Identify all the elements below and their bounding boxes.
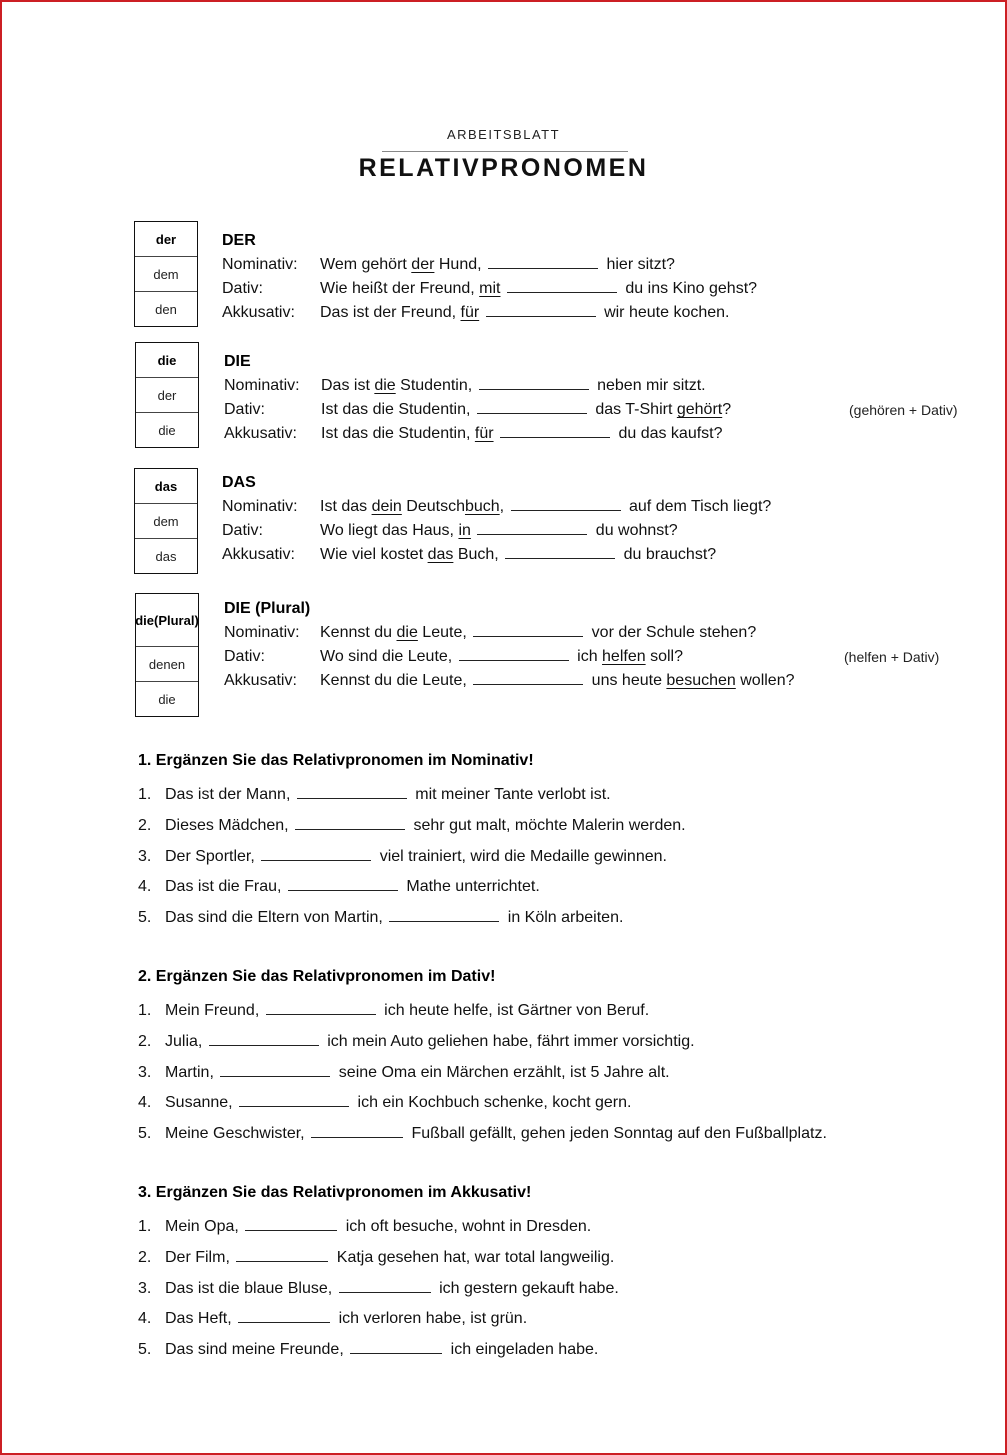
worksheet-title: RELATIVPRONOMEN — [358, 154, 649, 182]
item-number: 5. — [138, 1341, 152, 1359]
pronoun-box-cell: dem — [135, 256, 197, 291]
example-sentence — [320, 645, 940, 669]
sentence-text — [479, 304, 483, 321]
answer-blank[interactable] — [473, 621, 583, 637]
answer-blank[interactable] — [500, 422, 610, 438]
underlined-word: mit — [479, 280, 501, 297]
pronoun-block-der — [222, 229, 758, 325]
sentence-text: Der Film, — [165, 1248, 235, 1266]
worksheet-kicker: ARBEITSBLATT — [446, 127, 561, 142]
case-row — [224, 645, 940, 669]
pronoun-box-cell-text: die — [135, 612, 154, 628]
answer-blank[interactable] — [236, 1246, 328, 1262]
answer-blank[interactable] — [477, 398, 587, 414]
exercise-item — [138, 1246, 614, 1267]
sentence-text: in Köln arbeiten. — [503, 909, 624, 927]
exercise-heading: 2. Ergänzen Sie das Relativpronomen im Dativ! — [138, 968, 496, 985]
sentence-text: ich heute helfe, ist Gärtner von Beruf. — [379, 1002, 650, 1019]
answer-blank[interactable] — [488, 253, 598, 269]
sentence-text: Ist das — [320, 498, 372, 515]
item-number: 2. — [138, 1032, 152, 1050]
sentence-text: uns heute — [587, 672, 667, 689]
underlined-word: für — [460, 304, 480, 321]
case-label: Nominativ: — [222, 256, 298, 273]
pronoun-box-cell: die — [136, 412, 198, 447]
exercise-heading: 3. Ergänzen Sie das Relativpronomen im Akkusativ! — [138, 1184, 532, 1201]
sentence-text: Ist das die Studentin, — [321, 401, 475, 418]
exercise-item — [138, 1061, 670, 1082]
pronoun-box-cell: denen — [136, 646, 198, 681]
case-label: Akkusativ: — [224, 425, 297, 442]
sentence-text: das T-Shirt — [590, 401, 677, 418]
pronoun-block-die — [224, 350, 958, 446]
pronoun-box-cell: das — [154, 478, 178, 494]
answer-blank[interactable] — [477, 519, 587, 535]
underlined-word: die — [374, 377, 396, 394]
exercise-item — [138, 783, 611, 804]
pronoun-box-der — [134, 221, 198, 327]
sentence-text: Kennst du die Leute, — [320, 672, 472, 689]
pronoun-box-cell: den — [135, 291, 197, 326]
sentence-text — [501, 280, 505, 297]
case-row — [224, 669, 795, 693]
sentence-text: wollen? — [735, 672, 795, 689]
case-label: Nominativ: — [222, 498, 298, 515]
answer-blank[interactable] — [295, 814, 405, 830]
sentence-text: mit meiner Tante verlobt ist. — [410, 786, 611, 803]
answer-blank[interactable] — [479, 374, 589, 390]
answer-blank[interactable] — [266, 999, 376, 1015]
answer-blank[interactable] — [245, 1215, 337, 1231]
case-row — [222, 519, 678, 543]
item-number: 4. — [138, 878, 152, 896]
example-sentence — [321, 398, 958, 422]
example-sentence — [320, 543, 716, 567]
sentence-text: auf dem Tisch liegt? — [624, 498, 772, 515]
sentence-text: soll? — [645, 648, 683, 665]
exercise-item — [138, 906, 623, 927]
exercise-item — [138, 845, 667, 866]
item-number: 4. — [138, 1094, 152, 1112]
pronoun-box-cell: dem — [135, 503, 197, 538]
sentence-text: Mein Freund, — [165, 1002, 264, 1019]
sentence-text: du ins Kino gehst? — [620, 280, 758, 297]
answer-blank[interactable] — [311, 1122, 403, 1138]
underlined-word: besuchen — [666, 672, 736, 689]
case-row — [222, 495, 772, 519]
sentence-text: Fußball gefällt, gehen jeden Sonntag auf den Fußballplatz. — [407, 1125, 827, 1143]
case-row — [224, 398, 958, 422]
example-sentence — [320, 253, 675, 277]
exercise-item — [138, 1122, 827, 1143]
case-label: Akkusativ: — [222, 546, 295, 563]
underlined-word: das — [427, 546, 454, 563]
answer-blank[interactable] — [459, 645, 569, 661]
sentence-text: Das ist die blaue Bluse, — [165, 1279, 337, 1297]
underlined-word: für — [474, 425, 494, 442]
answer-blank[interactable] — [297, 783, 407, 799]
sentence-text: du wohnst? — [591, 522, 678, 539]
example-sentence — [320, 301, 729, 325]
answer-blank[interactable] — [288, 875, 398, 891]
sentence-text: Wie viel kostet — [320, 546, 428, 563]
sentence-text: Das ist der Mann, — [165, 786, 295, 803]
case-label: Dativ: — [222, 522, 263, 539]
pronoun-box-das — [134, 468, 198, 574]
sentence-text: seine Oma ein Märchen erzählt, ist 5 Jahre alt. — [334, 1063, 670, 1081]
case-row — [222, 253, 675, 277]
answer-blank[interactable] — [209, 1030, 319, 1046]
case-label: Nominativ: — [224, 377, 300, 394]
block-heading: DAS — [222, 474, 256, 491]
sentence-text: Das sind die Eltern von Martin, — [165, 909, 388, 927]
pronoun-box-cell: der — [155, 231, 177, 247]
example-sentence — [320, 669, 795, 693]
pronoun-box-cell: die — [136, 681, 198, 716]
answer-blank[interactable] — [505, 543, 615, 559]
example-sentence — [321, 374, 706, 398]
case-label: Akkusativ: — [222, 304, 295, 321]
case-row — [224, 374, 706, 398]
pronoun-box-cell — [136, 594, 198, 646]
pronoun-box-cell: das — [135, 538, 197, 573]
underlined-word: in — [458, 522, 471, 539]
underlined-word: gehört — [676, 401, 723, 418]
item-number: 3. — [138, 1279, 152, 1297]
pronoun-box-cell: die — [157, 352, 177, 368]
exercise-heading: 1. Ergänzen Sie das Relativpronomen im Nominativ! — [138, 752, 534, 769]
answer-blank[interactable] — [350, 1338, 442, 1354]
sentence-text: hier sitzt? — [602, 256, 675, 273]
sentence-text: ich gestern gekauft habe. — [434, 1279, 619, 1297]
item-number: 5. — [138, 909, 152, 927]
sentence-text — [494, 425, 498, 442]
sentence-text: ich — [572, 648, 603, 665]
item-number: 2. — [138, 816, 152, 834]
answer-blank[interactable] — [486, 301, 596, 317]
answer-blank[interactable] — [473, 669, 583, 685]
case-row — [224, 422, 723, 446]
sentence-text: Katja gesehen hat, war total langweilig. — [332, 1248, 615, 1266]
case-row — [222, 543, 717, 567]
pronoun-block-das — [222, 471, 772, 567]
answer-blank[interactable] — [238, 1307, 330, 1323]
example-sentence — [320, 277, 757, 301]
sentence-text: Das ist — [321, 377, 375, 394]
sentence-text: neben mir sitzt. — [592, 377, 706, 394]
underlined-word: dein — [371, 498, 402, 515]
sentence-text: Julia, — [165, 1032, 207, 1050]
item-number: 2. — [138, 1248, 152, 1266]
sentence-text: , — [499, 498, 509, 515]
sentence-text: Der Sportler, — [165, 847, 260, 865]
sentence-text: Martin, — [165, 1063, 219, 1081]
sentence-text: Das sind meine Freunde, — [165, 1341, 349, 1359]
case-label: Dativ: — [224, 401, 265, 418]
answer-blank[interactable] — [511, 495, 621, 511]
sentence-text: Dieses Mädchen, — [165, 816, 294, 834]
pronoun-box-die — [135, 342, 199, 448]
sentence-text: Ist das die Studentin, — [321, 425, 475, 442]
sentence-text: viel trainiert, wird die Medaille gewinnen. — [375, 847, 667, 865]
sentence-text: Mathe unterrichtet. — [401, 878, 540, 896]
item-number: 4. — [138, 1310, 152, 1328]
block-heading: DER — [222, 232, 256, 249]
sentence-text: Das ist der Freund, — [320, 304, 461, 321]
sentence-text: sehr gut malt, möchte Malerin werden. — [409, 816, 686, 834]
sentence-text: Studentin, — [395, 377, 477, 394]
answer-blank[interactable] — [389, 906, 499, 922]
pronoun-box-cell-text: (Plural) — [154, 612, 199, 628]
sentence-text: Buch, — [453, 546, 504, 563]
example-sentence — [320, 519, 678, 543]
exercise-item — [138, 1091, 631, 1112]
sentence-text: du brauchst? — [619, 546, 717, 563]
pronoun-box-cell: der — [136, 377, 198, 412]
sentence-text — [471, 522, 475, 539]
sentence-text: Mein Opa, — [165, 1218, 244, 1235]
item-number: 1. — [138, 1218, 152, 1235]
example-sentence — [321, 422, 723, 446]
case-label: Nominativ: — [224, 624, 300, 641]
sentence-text: Leute, — [417, 624, 472, 641]
sentence-text: Wie heißt der Freund, — [320, 280, 480, 297]
case-label: Akkusativ: — [224, 672, 297, 689]
sentence-text: Das ist die Frau, — [165, 878, 286, 896]
answer-blank[interactable] — [507, 277, 617, 293]
sentence-text: Susanne, — [165, 1094, 238, 1112]
underlined-word: buch — [464, 498, 500, 515]
sentence-text: Das Heft, — [165, 1310, 237, 1328]
sentence-text: ich eingeladen habe. — [446, 1341, 599, 1359]
sentence-text: Deutsch — [401, 498, 465, 515]
sentence-text: Meine Geschwister, — [165, 1125, 310, 1143]
answer-blank[interactable] — [239, 1091, 349, 1107]
sentence-text: Wo liegt das Haus, — [320, 522, 459, 539]
case-row — [222, 301, 730, 325]
case-row — [224, 621, 757, 645]
underlined-word: die — [396, 624, 418, 641]
title-rule — [382, 151, 628, 152]
exercise-item — [138, 1215, 591, 1236]
item-number: 3. — [138, 1063, 152, 1081]
grammar-note: (gehören + Dativ) — [849, 402, 958, 418]
sentence-text: du das kaufst? — [614, 425, 723, 442]
sentence-text: ich oft besuche, wohnt in Dresden. — [341, 1218, 592, 1235]
exercise-item — [138, 1338, 598, 1359]
sentence-text: ? — [722, 401, 732, 418]
sentence-text: ich ein Kochbuch schenke, kocht gern. — [353, 1094, 632, 1112]
sentence-text: ich verloren habe, ist grün. — [334, 1310, 528, 1328]
example-sentence — [320, 621, 756, 645]
item-number: 3. — [138, 847, 152, 865]
exercise-item — [138, 814, 686, 835]
exercise-item — [138, 1030, 695, 1051]
block-heading: DIE (Plural) — [224, 600, 311, 617]
answer-blank[interactable] — [220, 1061, 330, 1077]
example-sentence — [320, 495, 771, 519]
pronoun-box-die-plural — [135, 593, 199, 717]
sentence-text: Hund, — [434, 256, 487, 273]
item-number: 1. — [138, 786, 152, 803]
sentence-text: wir heute kochen. — [599, 304, 730, 321]
answer-blank[interactable] — [339, 1277, 431, 1293]
underlined-word: helfen — [602, 648, 646, 665]
sentence-text: Wo sind die Leute, — [320, 648, 457, 665]
exercise-item — [138, 999, 649, 1020]
case-row — [222, 277, 758, 301]
case-label: Dativ: — [222, 280, 263, 297]
answer-blank[interactable] — [261, 845, 371, 861]
exercise-item — [138, 875, 540, 896]
exercise-item — [138, 1277, 619, 1298]
sentence-text: Wem gehört — [320, 256, 412, 273]
pronoun-block-die-plural — [224, 597, 940, 693]
exercise-item — [138, 1307, 527, 1328]
sentence-text: ich mein Auto geliehen habe, fährt immer vorsichtig. — [322, 1032, 695, 1050]
case-label: Dativ: — [224, 648, 265, 665]
item-number: 5. — [138, 1125, 152, 1143]
item-number: 1. — [138, 1002, 152, 1019]
sentence-text: vor der Schule stehen? — [587, 624, 757, 641]
block-heading: DIE — [224, 353, 251, 370]
sentence-text: Kennst du — [320, 624, 397, 641]
underlined-word: der — [411, 256, 435, 273]
grammar-note: (helfen + Dativ) — [844, 649, 940, 665]
